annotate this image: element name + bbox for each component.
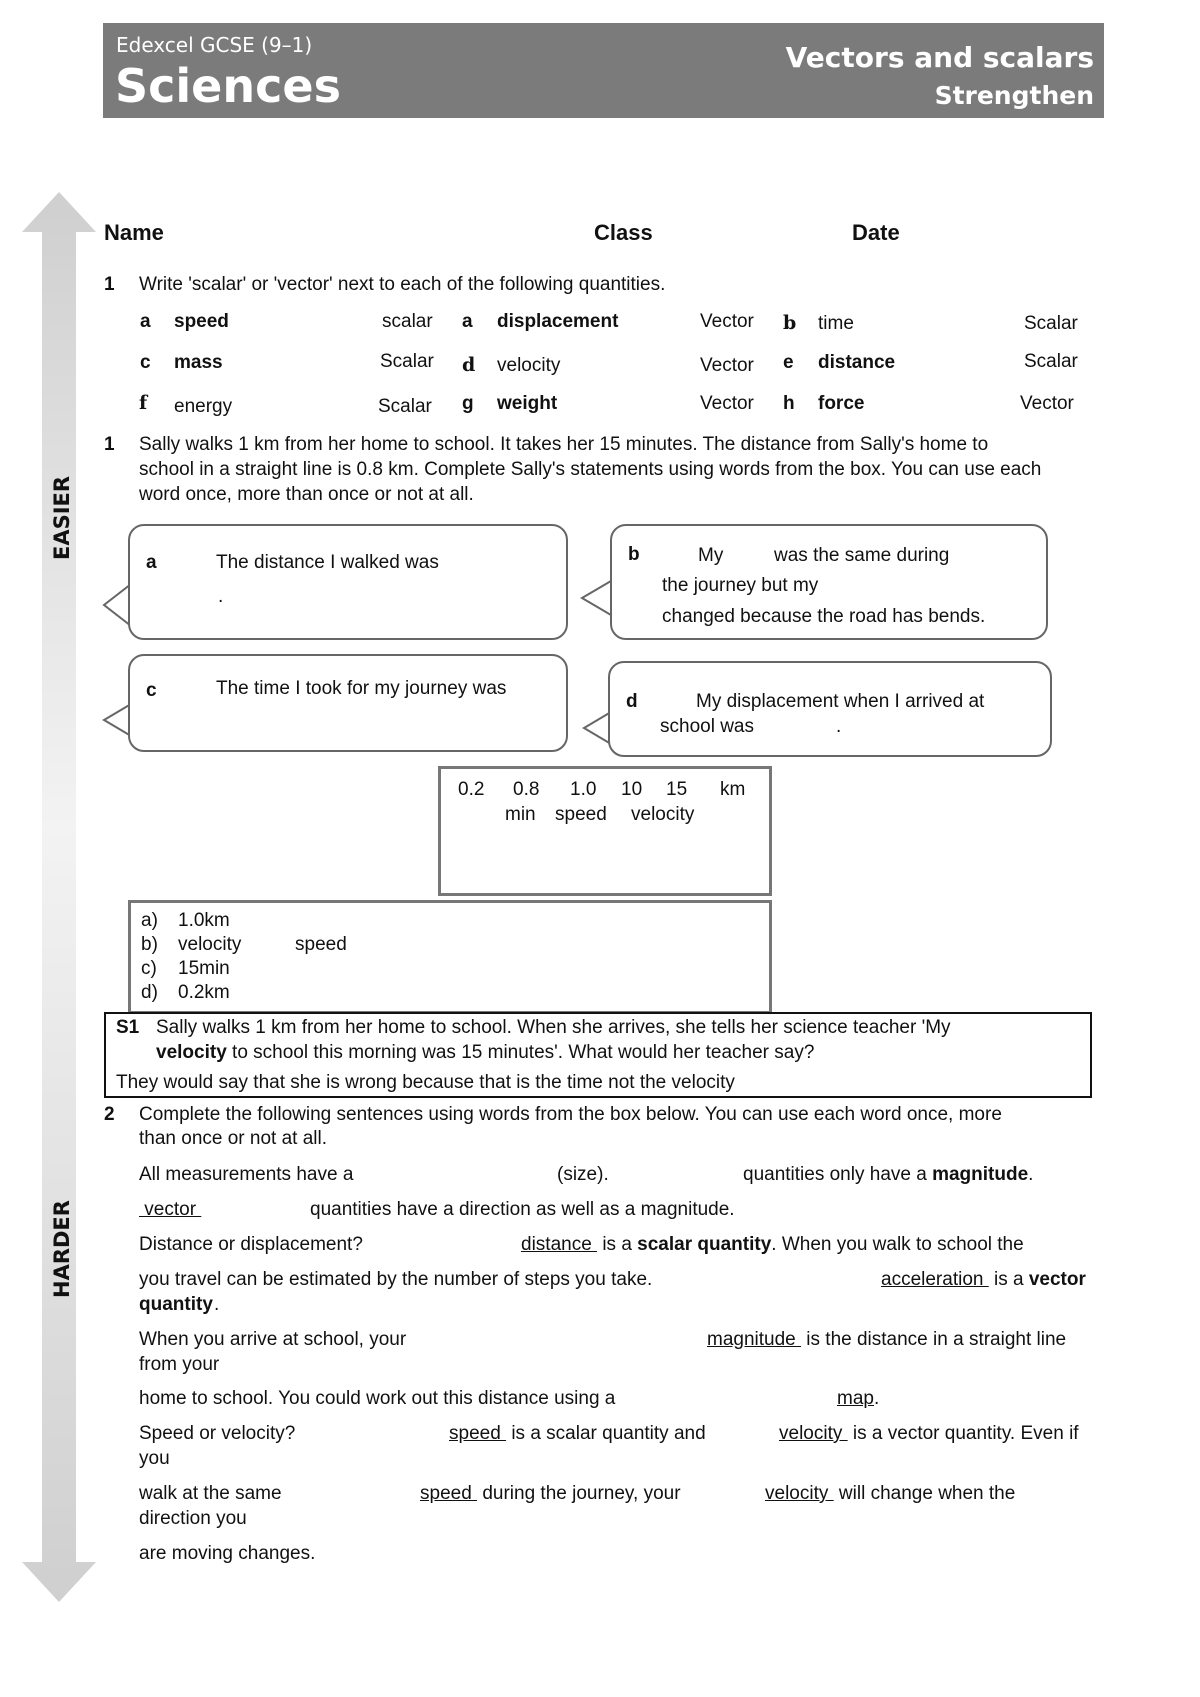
date-label: Date	[852, 220, 900, 245]
bubble-b-line3: changed because the road has bends.	[662, 606, 986, 627]
q2-s9: are moving changes.	[139, 1543, 316, 1564]
q2-s7f: you	[139, 1448, 170, 1469]
word-box-item: km	[720, 779, 746, 800]
speech-bubble-b	[610, 524, 1048, 640]
s1-line1: Sally walks 1 km from her home to school. When she arrives, she tells her science teacher 'My	[156, 1017, 951, 1038]
q1-item-letter: d	[462, 354, 476, 376]
q2-s7e: is a vector quantity. Even if	[847, 1423, 1079, 1444]
banner-title: Sciences	[115, 59, 341, 113]
word-box-item: 0.8	[513, 779, 540, 800]
word-box-item: 10	[621, 779, 643, 800]
q2-s1b: (size).	[557, 1164, 609, 1185]
answer-b-label: b)	[141, 934, 158, 955]
answer-b-value2: speed	[295, 934, 347, 955]
q1-item-answer: Vector	[700, 311, 754, 332]
q1-prompt: Write 'scalar' or 'vector' next to each of the following quantities.	[139, 274, 666, 295]
answer-a-value: 1.0km	[178, 910, 230, 931]
q1-item-term: weight	[497, 393, 558, 414]
q2-s8e: will change when the	[833, 1483, 1016, 1504]
q1-item-answer: Scalar	[1024, 351, 1078, 372]
answer-a-label: a)	[141, 910, 158, 931]
q1-item-term: mass	[174, 352, 223, 373]
word-box-item: min	[505, 804, 536, 825]
q1-item-term: force	[818, 393, 865, 414]
q1b-line2: school in a straight line is 0.8 km. Complete Sally's statements using words from the box. You can use each	[139, 459, 1042, 480]
answer-c-label: c)	[141, 958, 157, 979]
q2-s8c: during the journey, your	[477, 1483, 681, 1504]
bubble-a-letter: a	[146, 552, 157, 573]
q2-s2b: quantities have a direction as well as a magnitude.	[310, 1199, 735, 1220]
word-box-item: 1.0	[570, 779, 597, 800]
s1-number: S1	[116, 1017, 140, 1038]
q1-item-term: time	[818, 313, 854, 334]
q1-item-answer: Scalar	[378, 396, 432, 417]
name-label: Name	[104, 220, 164, 245]
speech-bubble-c	[128, 654, 568, 752]
answer-d-value: 0.2km	[178, 982, 230, 1003]
q1-item-answer: scalar	[382, 311, 433, 332]
q1b-number: 1	[104, 434, 115, 455]
q2-s7b: speed	[449, 1423, 507, 1444]
q1-item-letter: b	[783, 312, 797, 334]
q1-number: 1	[104, 274, 115, 295]
q2-s1d: magnitude	[932, 1164, 1029, 1185]
speech-bubble-d	[608, 661, 1052, 757]
word-box-item: velocity	[631, 804, 695, 825]
q2-line2: than once or not at all.	[139, 1128, 328, 1149]
q2-number: 2	[104, 1104, 115, 1125]
q1-item-answer: Vector	[700, 355, 754, 376]
q2-line1: Complete the following sentences using words from the box below. You can use each word once, more	[139, 1104, 1002, 1125]
banner-level: Strengthen	[934, 81, 1094, 110]
bubble-b-word1: My	[698, 545, 724, 566]
bubble-d-line1: My displacement when I arrived at	[696, 691, 985, 712]
q2-s1e: .	[1028, 1164, 1034, 1185]
q2-s1a: All measurements have a	[139, 1164, 354, 1185]
q2-s7c: is a scalar quantity and	[506, 1423, 706, 1444]
bubble-d-end: .	[836, 716, 842, 737]
s1-box	[104, 1012, 1092, 1098]
harder-label: HARDER	[50, 1200, 74, 1298]
q1-item-letter: a	[462, 311, 473, 332]
q2-s6a: home to school. You could work out this distance using a	[139, 1388, 616, 1409]
banner-topic: Vectors and scalars	[785, 41, 1094, 74]
word-box	[438, 766, 772, 896]
s1-line2-bold: velocity	[156, 1042, 227, 1063]
q2-s4e: quantity	[139, 1294, 213, 1315]
q1b-line1: Sally walks 1 km from her home to school. It takes her 15 minutes. The distance from Sally's home to	[139, 434, 989, 455]
q1-item-answer: Scalar	[380, 351, 434, 372]
q2-s8a: walk at the same	[139, 1483, 282, 1504]
q1-item-letter: e	[783, 352, 794, 373]
q2-s1c: quantities only have a	[743, 1164, 933, 1185]
q1-item-letter: g	[462, 393, 474, 414]
answer-c-value: 15min	[178, 958, 230, 979]
q2-s5c: is the distance in a straight line	[801, 1329, 1067, 1350]
q2-s5a: When you arrive at school, your	[139, 1329, 407, 1350]
q1-item-letter: a	[140, 311, 151, 332]
bubble-d-letter: d	[626, 691, 638, 712]
q1-item-term: speed	[174, 311, 229, 332]
bubble-c-letter: c	[146, 680, 157, 701]
q2-s7d: velocity	[779, 1423, 848, 1444]
q1-item-letter: c	[140, 352, 151, 373]
speech-bubble-a	[128, 524, 568, 640]
q2-s8b: speed	[420, 1483, 478, 1504]
bubble-c-text: The time I took for my journey was	[216, 678, 507, 699]
q2-s4a: you travel can be estimated by the number of steps you take.	[139, 1269, 653, 1290]
easier-label: EASIER	[50, 475, 74, 560]
q1-item-term: distance	[818, 352, 896, 373]
answer-d-label: d)	[141, 982, 158, 1003]
word-box-item: 15	[666, 779, 688, 800]
q1-item-letter: f	[139, 392, 148, 414]
bubble-b-word2: was the same during	[774, 545, 950, 566]
bubble-a-end: .	[218, 586, 224, 607]
q2-s8f: direction you	[139, 1508, 247, 1529]
bubble-b-letter: b	[628, 544, 640, 565]
q1-item-answer: Scalar	[1024, 313, 1078, 334]
s1-answer: They would say that she is wrong because that is the time not the velocity	[116, 1072, 735, 1093]
banner-subtitle: Edexcel GCSE (9–1)	[116, 33, 313, 57]
bubble-a-text: The distance I walked was	[216, 552, 439, 573]
q2-s5b: magnitude	[707, 1329, 802, 1350]
word-box-item: speed	[555, 804, 607, 825]
q1-item-term: displacement	[497, 311, 619, 332]
q1-item-letter: h	[783, 393, 795, 414]
q2-s3e: . When you walk to school the	[771, 1234, 1024, 1255]
q1-item-answer: Vector	[1020, 393, 1074, 414]
q2-s4c: is a	[988, 1269, 1029, 1290]
s1-line2: to school this morning was 15 minutes'. What would her teacher say?	[226, 1042, 815, 1063]
q2-s4d: vector	[1028, 1269, 1086, 1290]
header-banner	[103, 23, 1104, 118]
q1-item-answer: Vector	[700, 393, 754, 414]
class-label: Class	[594, 220, 653, 245]
word-box-item: 0.2	[458, 779, 485, 800]
q2-s2a: vector	[139, 1199, 202, 1220]
answer-b-value1: velocity	[178, 934, 242, 955]
q2-s3a: Distance or displacement?	[139, 1234, 363, 1255]
q2-s3b: distance	[521, 1234, 598, 1255]
bubble-d-line2: school was	[660, 716, 754, 737]
q2-s4b: acceleration	[881, 1269, 989, 1290]
q1-item-term: velocity	[497, 355, 561, 376]
q2-s6b: map	[837, 1388, 874, 1409]
q1b-line3: word once, more than once or not at all.	[139, 484, 474, 505]
q2-s8d: velocity	[765, 1483, 834, 1504]
q2-s3d: scalar quantity	[637, 1234, 772, 1255]
q2-s7a: Speed or velocity?	[139, 1423, 296, 1444]
q1-item-term: energy	[174, 396, 233, 417]
q2-s5d: from your	[139, 1354, 220, 1375]
difficulty-arrow-icon	[20, 192, 98, 1602]
bubble-b-line2: the journey but my	[662, 575, 819, 596]
q2-s3c: is a	[597, 1234, 638, 1255]
answers-box	[128, 900, 772, 1014]
